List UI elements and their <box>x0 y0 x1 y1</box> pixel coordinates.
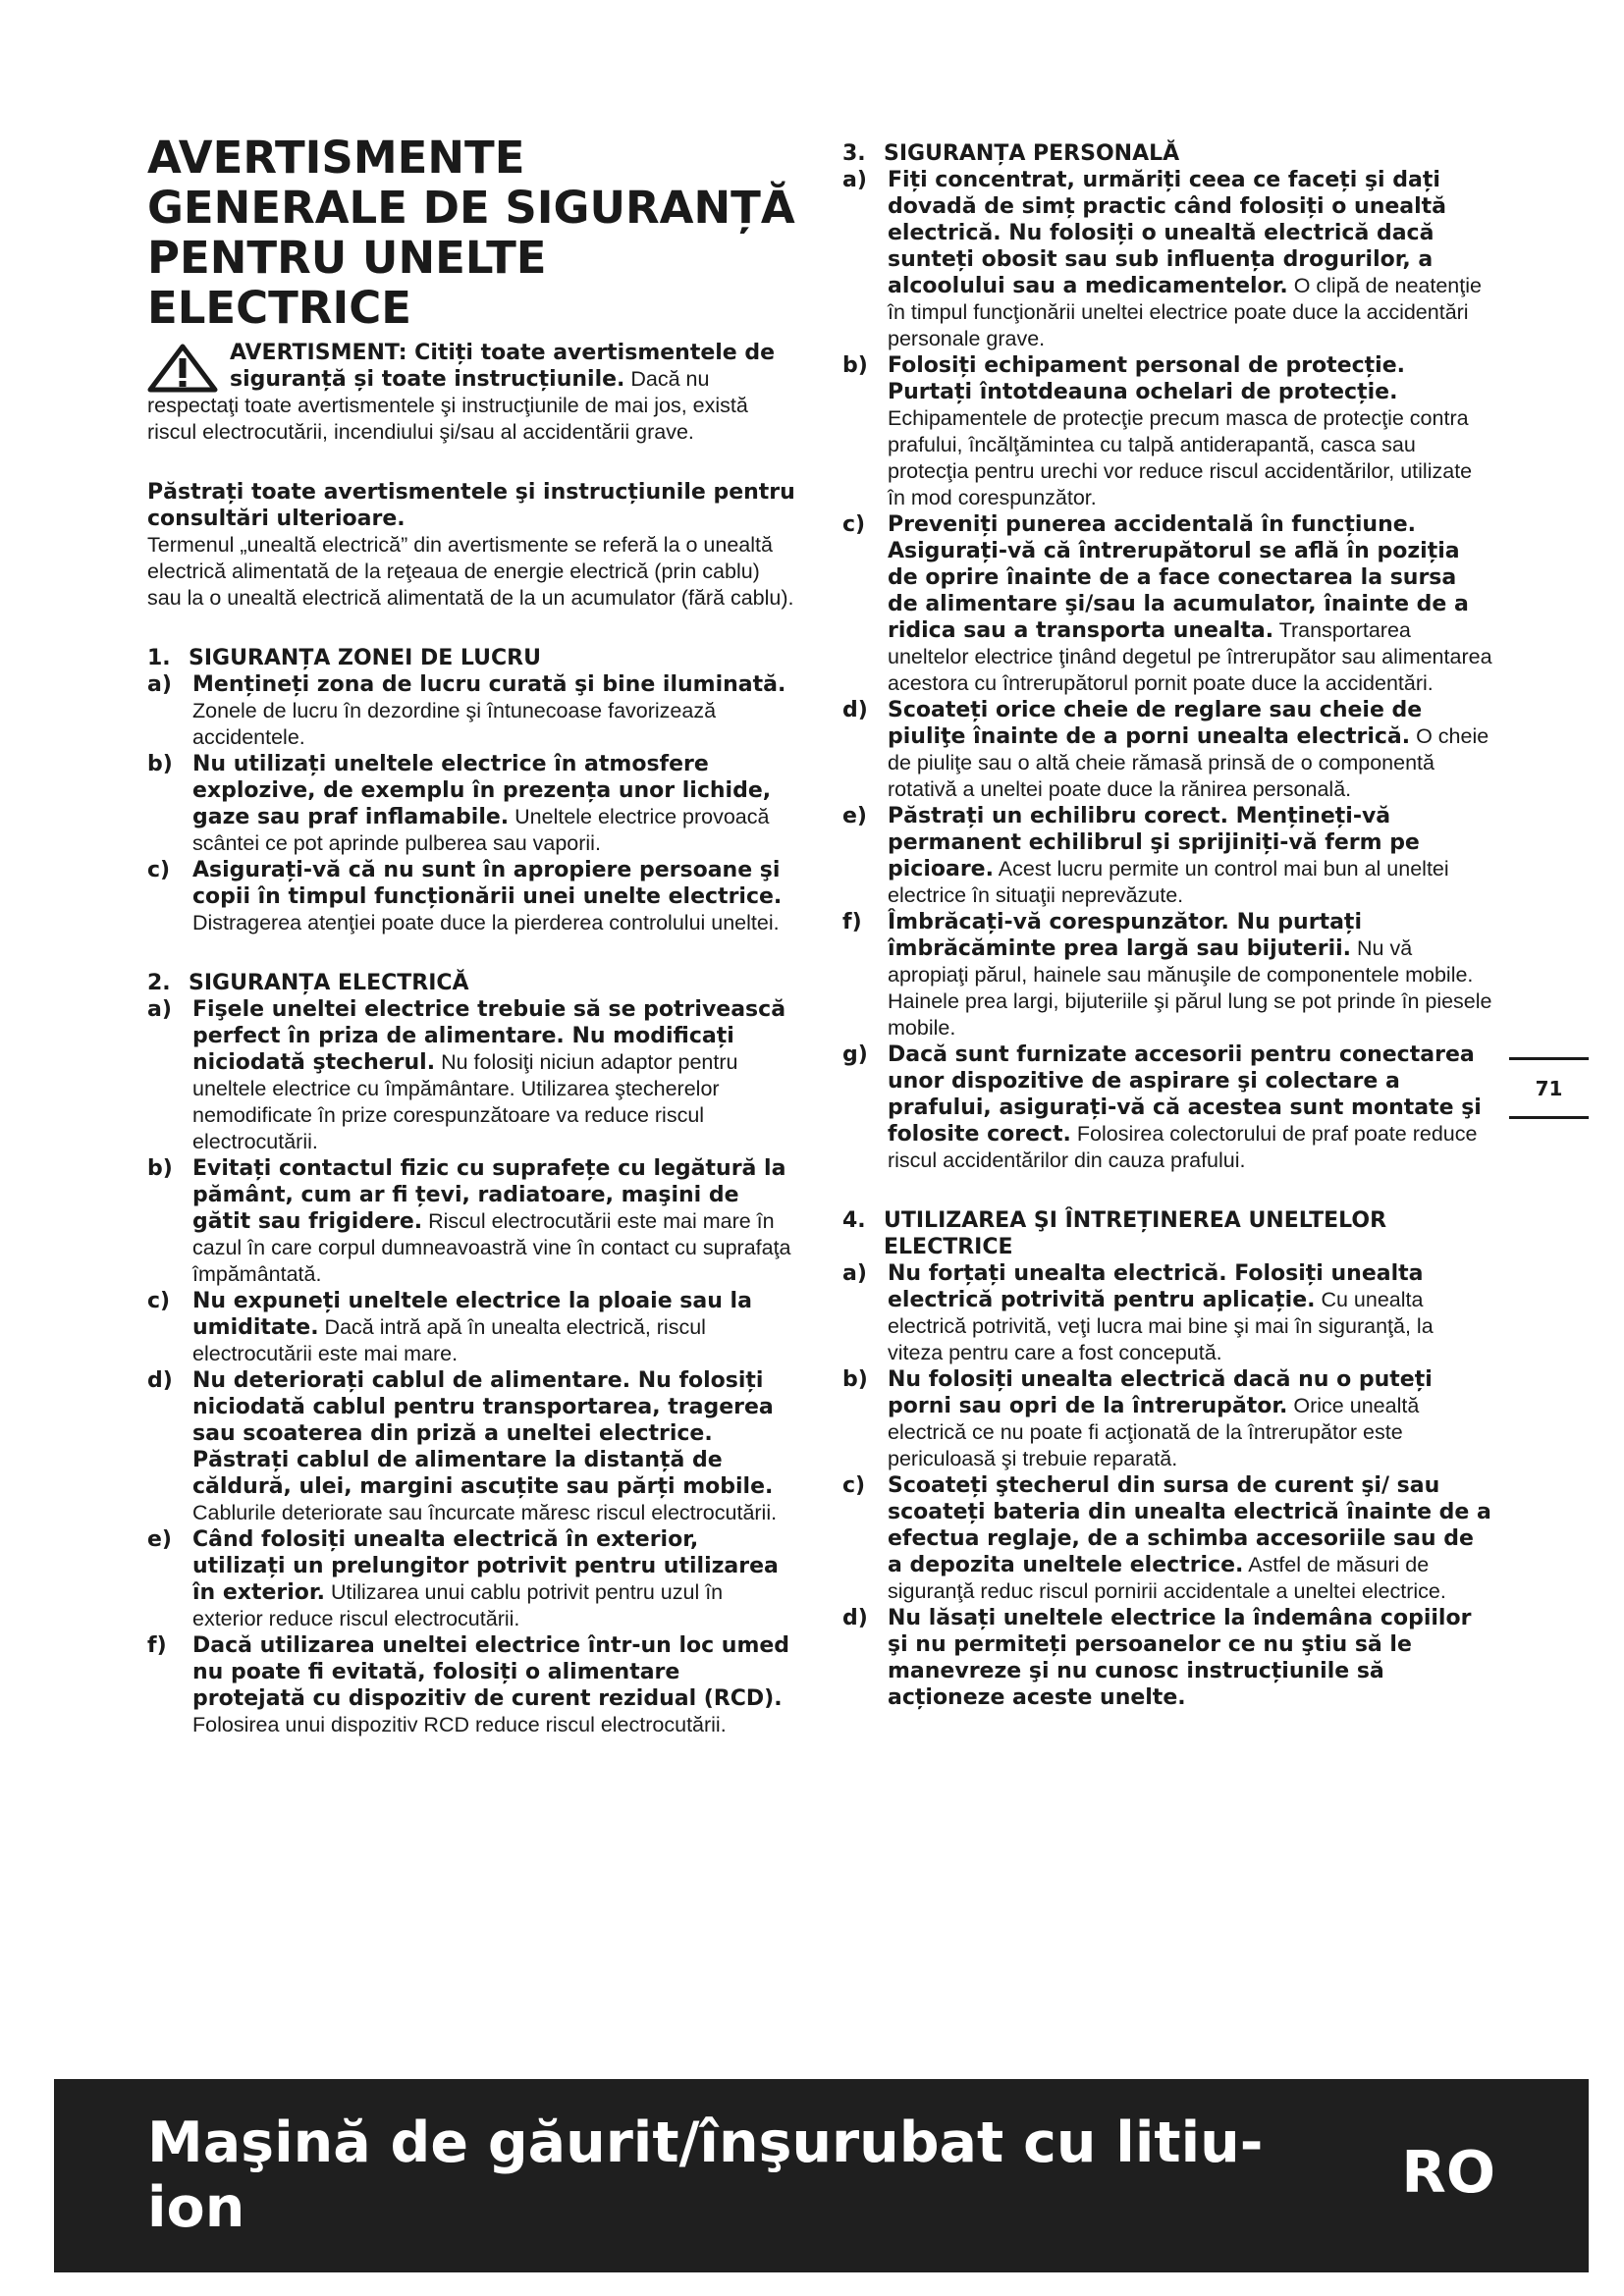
section4-item-b: b) Nu folosiți unealta electrică dacă nu o puteți porni sau opri de la întrerupător. Orice unealtă electrică ce nu poate fi acţionată de la întrerupător este periculoasă şi trebuie reparată. <box>842 1367 1433 1470</box>
term-definition: Termenul „unealtă electrică” din avertismente se referă la o unealtă electrică alimentată de la reţeaua de energie electrică (prin cablu) sau la o unealtă electrică alimentată de la un acumulator (fără cablu). <box>147 533 794 610</box>
warning-text: Dacă nu respectaţi toate avertismentele şi instrucţiunile de mai jos, există riscul electrocutării, incendiului şi/sau al accidentării grave. <box>147 367 748 444</box>
footer-title: Maşină de găurit/înşurubat cu litiu-ion <box>147 2110 1264 2240</box>
section1-heading: 1. SIGURANȚA ZONEI DE LUCRU <box>147 646 541 670</box>
footer-bar <box>54 2079 1589 2272</box>
section3-item-f: f) Îmbrăcați-vă corespunzător. Nu purtați îmbrăcăminte prea largă sau bijuterii. Nu vă apropiaţi părul, hainele sau mănuşile de componentele mobile. Hainele prea largi, bijuteriile şi părul lung se pot prinde în piesele mobile. <box>842 910 1492 1040</box>
section2-item-b: b) Evitați contactul fizic cu suprafețe cu legătură la pământ, cum ar fi țevi, radiatoare, maşini de gătit sau frigidere. Riscul electrocutării este mai mare în cazul în care corpul dumneavoastră vine în contact cu suprafaţa împământată. <box>147 1156 791 1286</box>
section2-item-c: c) Nu expuneți uneltele electrice la ploaie sau la umiditate. Dacă intră apă în unealta electrică, riscul electrocutării este mai mare. <box>147 1289 752 1365</box>
section2-heading: 2. SIGURANȚA ELECTRICĂ <box>147 971 469 995</box>
section4-item-c: c) Scoateți ştecherul din sursa de curent şi/ sau scoateți bateria din unealta electrică înainte de a efectua reglaje, de a schimba accesoriile sau de a depozita uneltele electrice. Astfel de măsuri de siguranţă reduc riscul pornirii accidentale a uneltei electrice. <box>842 1473 1491 1603</box>
section3-item-d: d) Scoateți orice cheie de reglare sau cheie de piuliţe înainte de a porni unealta electrică. O cheie de piuliţe sau o altă cheie rămasă prinsă de o componentă rotativă a uneltei poate duce la rănirea personală. <box>842 698 1489 801</box>
warning-lead: AVERTISMENT: Citiți toate avertismentele de siguranță și toate instrucțiunile. <box>230 341 776 392</box>
section2-item-e: e) Când folosiți unealta electrică în exterior, utilizați un prelungitor potrivit pentru utilizarea în exterior. Utilizarea unui cablu potrivit pentru uzul în exterior reduce riscul electrocutării. <box>147 1527 779 1630</box>
section2-item-f: f) Dacă utilizarea uneltei electrice într-un loc umed nu poate fi evitată, folosiți o alimentare protejată cu dispozitiv de curent rezidual (RCD). Folosirea unui dispozitiv RCD reduce riscul electrocutării. <box>147 1633 790 1736</box>
page-number: 71 <box>1509 1057 1589 1119</box>
section4-item-a: a) Nu forțați unealta electrică. Folosiți unealta electrică potrivită pentru aplicație. Cu unealta electrică potrivită, veţi lucra mai bine şi mai în siguranţă, la viteza pentru care a fost concepută. <box>842 1261 1434 1364</box>
keep-instructions: Păstrați toate avertismentele şi instrucțiunile pentru consultări ulterioare. <box>147 480 795 531</box>
language-code: RO <box>1401 2138 1495 2206</box>
main-title: AVERTISMENTE GENERALE DE SIGURANȚĂ PENTRU UNELTE ELECTRICE <box>147 132 795 334</box>
section3-heading: 3. SIGURANȚA PERSONALĂ <box>842 141 1180 166</box>
section3-item-a: a) Fiți concentrat, urmăriți ceea ce faceți şi dați dovadă de simț practic când folosiți o unealtă electrică. Nu folosiți o unealtă electrică dacă sunteți obosit sau sub influența drogurilor, a alcoolului sau a medicamentelor. O clipă de neatenţie în timpul funcţionării uneltei electrice poate duce la accidentări personale grave. <box>842 168 1482 350</box>
right-column <box>842 140 1492 1711</box>
section3-item-g: g) Dacă sunt furnizate accesorii pentru conectarea unor dispozitive de aspirare şi colectare a prafului, asigurați-vă că acestea sunt montate şi folosite corect. Folosirea colectorului de praf poate reduce riscul accidentărilor din cauza prafului. <box>842 1042 1482 1172</box>
warning-block <box>147 340 795 446</box>
section1-item-b: b) Nu utilizați uneltele electrice în atmosfere explozive, de exemplu în prezența unor lichide, gaze sau praf inflamabile. Uneltele electrice provoacă scântei ce pot aprinde pulberea sau vaporii. <box>147 752 772 855</box>
section4-heading: 4. UTILIZAREA ŞI ÎNTREȚINEREA UNELTELOR ELECTRICE <box>842 1208 1387 1259</box>
section2-item-d: d) Nu deteriorați cablul de alimentare. Nu folosiți niciodată cablul pentru transportarea, tragerea sau scoaterea din priză a uneltei electrice. Păstrați cablul de alimentare la distanță de căldură, ulei, margini ascuțite sau părți mobile. Cablurile deteriorate sau încurcate măresc riscul electrocutării. <box>147 1368 778 1524</box>
section4-item-d: d) Nu lăsați uneltele electrice la îndemâna copiilor şi nu permiteți persoanelor ce nu ştiu să le manevreze şi nu cunosc instrucțiunile să acționeze aceste unelte. <box>842 1606 1472 1710</box>
section3-item-c: c) Preveniți punerea accidentală în funcțiune. Asigurați-vă că întrerupătorul se află în poziția de oprire înainte de a face conectarea la sursa de alimentare şi/sau la acumulator, înainte de a ridica sau a transporta unealta. Transportarea uneltelor electrice ţinând degetul pe întrerupător sau alimentarea acestora cu întrerupătorul pornit poate duce la accidentări. <box>842 512 1492 695</box>
left-column <box>147 133 795 1738</box>
section2-item-a: a) Fişele uneltei electrice trebuie să se potrivească perfect în priza de alimentare. Nu modificați niciodată ştecherul. Nu folosiţi niciun adaptor pentru uneltele electrice cu împământare. Utilizarea ştecherelor nemodificate în prize corespunzătoare va reduce riscul electrocutării. <box>147 997 786 1153</box>
section1-item-c: c) Asigurați-vă că nu sunt în apropiere persoane şi copii în timpul funcționării unei unelte electrice. Distragerea atenţiei poate duce la pierderea controlului uneltei. <box>147 858 783 934</box>
section3-item-b: b) Folosiți echipament personal de protecție. Purtați întotdeauna ochelari de protecție. Echipamentele de protecţie precum masca de protecţie contra prafului, încălţămintea cu talpă antiderapantă, casca sau protecţia pentru urechi vor reduce riscul accidentărilor, utilizate în mod corespunzător. <box>842 353 1473 509</box>
section1-item-a: a) Mențineți zona de lucru curată şi bine iluminată. Zonele de lucru în dezordine şi întunecoase favorizează accidentele. <box>147 672 786 749</box>
section3-item-e: e) Păstrați un echilibru corect. Mențineți-vă permanent echilibrul şi sprijiniți-vă ferm pe picioare. Acest lucru permite un control mai bun al uneltei electrice în situaţii neprevăzute. <box>842 804 1449 907</box>
warning-triangle-icon <box>147 344 218 393</box>
